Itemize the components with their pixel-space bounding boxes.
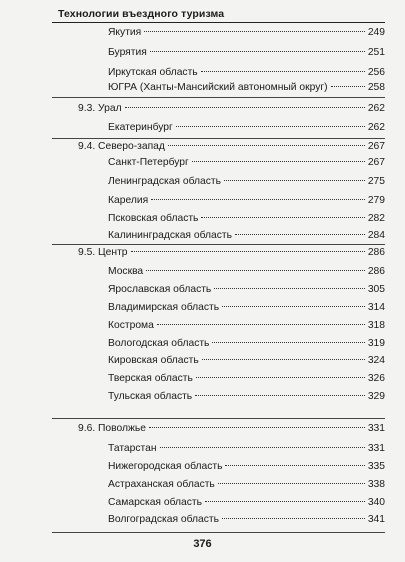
toc-entry[interactable]: [108, 211, 385, 227]
dot-leader: [202, 359, 365, 360]
toc-entry[interactable]: [108, 228, 385, 244]
toc-entry-label: Москва: [108, 266, 144, 277]
dot-leader: [201, 71, 365, 72]
toc-entry-label: Татарстан: [108, 443, 157, 454]
toc-entry[interactable]: [108, 80, 385, 96]
dot-leader: [218, 483, 365, 484]
toc-entry-page: 262: [367, 122, 385, 133]
dot-leader: [151, 199, 365, 200]
toc-entry[interactable]: [108, 282, 385, 298]
toc-entry-label: Санкт-Петербург: [108, 157, 189, 168]
toc-entry-page: 249: [367, 27, 385, 38]
toc-entry[interactable]: [108, 441, 385, 457]
toc-entry-label: Якутия: [108, 27, 142, 38]
dot-leader: [222, 306, 365, 307]
toc-entry-page: 286: [367, 266, 385, 277]
dot-leader: [214, 288, 365, 289]
page-number: 376: [193, 538, 212, 550]
toc-entry-label: Тверская область: [108, 373, 193, 384]
toc-entry-page: 331: [367, 443, 385, 454]
toc-entry[interactable]: [108, 353, 385, 369]
toc-section-label: 9.4. Северо-запад: [78, 141, 165, 152]
toc-entry[interactable]: [108, 389, 385, 405]
toc-entry[interactable]: [108, 336, 385, 352]
toc-entry-page: 329: [367, 391, 385, 402]
toc-entry-page: 275: [367, 176, 385, 187]
toc-entry[interactable]: [108, 459, 385, 475]
toc-entry-label: Астраханская область: [108, 479, 215, 490]
toc-entry-page: 282: [367, 213, 385, 224]
dot-leader: [176, 126, 365, 127]
toc-section-page: 286: [367, 247, 385, 258]
toc-entry-label: Ярославская область: [108, 284, 212, 295]
toc-entry-label: Самарская область: [108, 497, 202, 508]
toc-entry-page: 318: [367, 320, 385, 331]
dot-leader: [144, 31, 365, 32]
toc-entry-label: Псковская область: [108, 213, 199, 224]
toc-entry[interactable]: [108, 45, 385, 61]
toc-entry-label: Вологодская область: [108, 338, 210, 349]
toc-entry-page: 251: [367, 47, 385, 58]
toc-section-label: 9.5. Центр: [78, 247, 128, 258]
dot-leader: [149, 427, 365, 428]
section-rule: [52, 418, 385, 419]
toc-entry[interactable]: [108, 193, 385, 209]
toc-entry-page: 256: [367, 67, 385, 78]
toc-entry[interactable]: [108, 25, 385, 41]
toc-entry-label: Владимирская область: [108, 302, 220, 313]
toc-entry-label: Тульская область: [108, 391, 193, 402]
toc-section-page: 267: [367, 141, 385, 152]
toc-entry[interactable]: [108, 264, 385, 280]
dot-leader: [224, 180, 365, 181]
dot-leader: [157, 324, 365, 325]
toc-entry[interactable]: [108, 174, 385, 190]
dot-leader: [195, 395, 365, 396]
toc-entry-page: 267: [367, 157, 385, 168]
dot-leader: [146, 270, 365, 271]
toc-entry-label: Бурятия: [108, 47, 147, 58]
toc-entry-label: Волгоградская область: [108, 514, 220, 525]
toc-section[interactable]: [78, 245, 385, 261]
dot-leader: [196, 377, 365, 378]
toc-section[interactable]: [78, 139, 385, 155]
dot-leader: [235, 234, 365, 235]
toc-entry-page: 326: [367, 373, 385, 384]
dot-leader: [131, 251, 365, 252]
toc-entry[interactable]: [108, 300, 385, 316]
dot-leader: [205, 501, 365, 502]
section-rule: [52, 97, 385, 98]
toc-entry-label: Кировская область: [108, 355, 199, 366]
toc-entry-label: ЮГРА (Ханты-Мансийский автономный округ): [108, 82, 328, 93]
dot-leader: [212, 342, 364, 343]
toc-entry[interactable]: [108, 371, 385, 387]
header-rule: [52, 22, 385, 23]
toc-entry-page: 314: [367, 302, 385, 313]
toc-entry[interactable]: [108, 120, 385, 136]
toc-entry-page: 324: [367, 355, 385, 366]
toc-entry[interactable]: [108, 477, 385, 493]
toc-entry-page: 338: [367, 479, 385, 490]
footer-rule: [52, 532, 385, 533]
dot-leader: [201, 217, 364, 218]
toc-section-page: 331: [367, 423, 385, 434]
toc-entry-page: 258: [367, 82, 385, 93]
toc-entry-label: Ленинградская область: [108, 176, 221, 187]
dot-leader: [125, 107, 365, 108]
toc-section-label: 9.3. Урал: [78, 103, 122, 114]
toc-entry[interactable]: [108, 495, 385, 511]
toc-entry[interactable]: [108, 318, 385, 334]
toc-entry[interactable]: [108, 155, 385, 171]
toc-section[interactable]: [78, 421, 385, 437]
toc-entry-page: 305: [367, 284, 385, 295]
toc-section-page: 262: [367, 103, 385, 114]
dot-leader: [168, 145, 365, 146]
running-header: Технологии въездного туризма: [58, 8, 225, 20]
dot-leader: [192, 161, 365, 162]
dot-leader: [160, 447, 365, 448]
toc-entry-label: Карелия: [108, 195, 149, 206]
dot-leader: [150, 51, 365, 52]
toc-entry-page: 341: [367, 514, 385, 525]
dot-leader: [331, 86, 365, 87]
toc-entry-page: 319: [367, 338, 385, 349]
toc-entry-label: Нижегородская область: [108, 461, 223, 472]
toc-entry-label: Иркутская область: [108, 67, 198, 78]
toc-entry-page: 279: [367, 195, 385, 206]
toc-entry-label: Екатеринбург: [108, 122, 173, 133]
toc-entry-label: Калининградская область: [108, 230, 232, 241]
toc-entry-page: 284: [367, 230, 385, 241]
toc-entry-label: Кострома: [108, 320, 154, 331]
toc-section-label: 9.6. Поволжье: [78, 423, 147, 434]
toc-section[interactable]: [78, 101, 385, 117]
toc-entry[interactable]: [108, 65, 385, 81]
dot-leader: [225, 465, 364, 466]
dot-leader: [222, 518, 365, 519]
toc-entry-page: 340: [367, 497, 385, 508]
toc-entry-page: 335: [367, 461, 385, 472]
toc-entry[interactable]: [108, 512, 385, 528]
